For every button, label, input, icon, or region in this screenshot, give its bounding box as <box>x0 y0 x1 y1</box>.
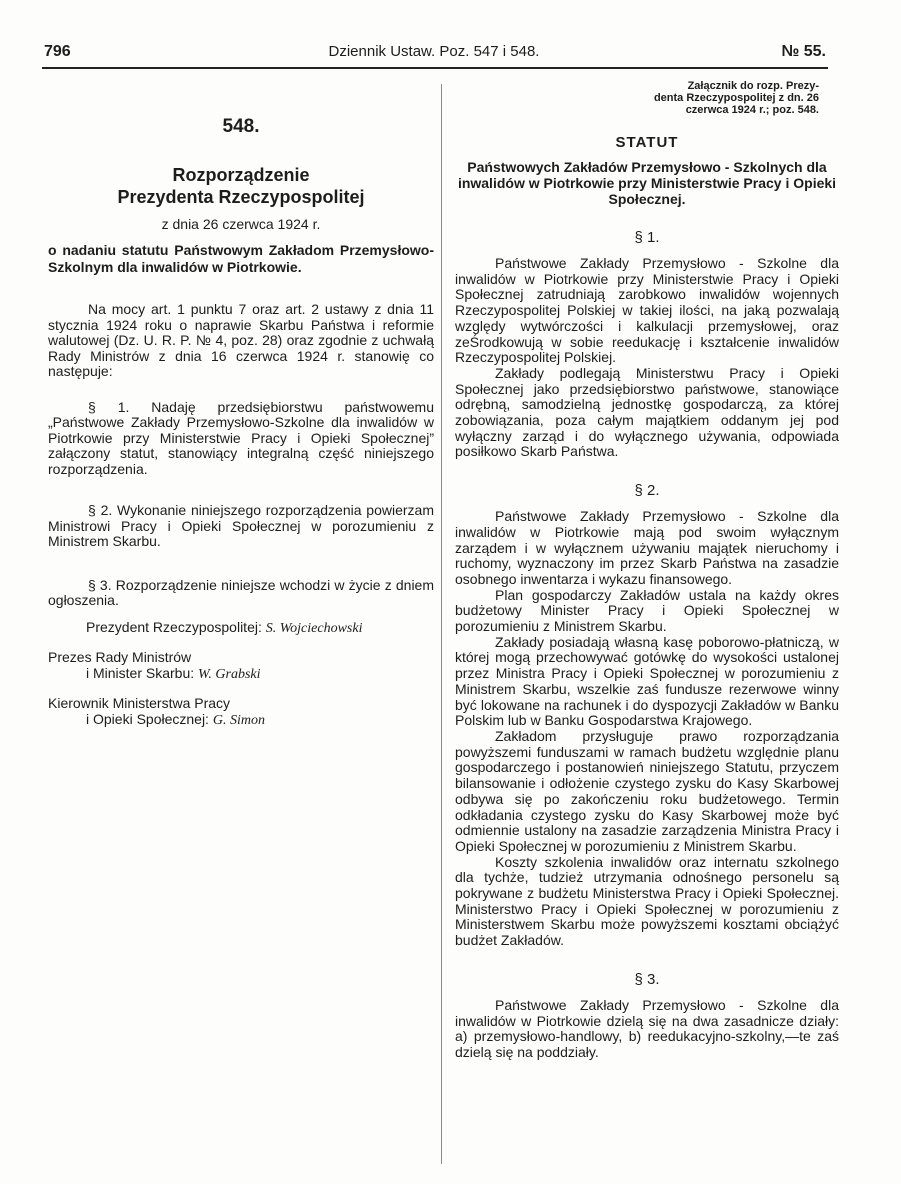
section-1-label: § 1. <box>88 398 130 415</box>
signature-pm-role-line2 <box>48 665 434 683</box>
annex-line1: Załącznik do rozp. Prezy- <box>687 80 819 92</box>
signature-pm-role-line1: Prezes Rady Ministrów <box>48 648 192 665</box>
statute-section-3-heading: § 3. <box>634 970 660 988</box>
left-column <box>48 108 434 729</box>
journal-title: Dziennik Ustaw. Poz. 547 i 548. <box>328 43 540 60</box>
statute-s2-para-c: Zakłady posiadają własną kasę poborowo-płatniczą, w której mogą przechowywać gotówkę do wysokości ustalonej przez Ministra Pracy i Opieki Społecznej w porozumieniu z Ministrem Skarbu, wszelkie zaś fundusze rezerwowe winny być lokowane na rachunek i do dyspozycji Zakładów w Banku Polskim lub w Banku Gospodarstwa Krajowego. <box>455 633 839 729</box>
annex-line2: denta Rzeczypospolitej z dn. 26 <box>653 92 819 104</box>
signature-president-role: Prezydent Rzeczypospolitej: <box>86 618 262 635</box>
section-3-text: Rozporządzenie niniejsze wchodzi w życie z dniem ogłoszenia. <box>48 576 435 608</box>
signature-labour-name: G. Simon <box>212 712 265 728</box>
statute-s1-para-b: Zakłady podlegają Ministerstwu Pracy i Opieki Społecznej jako przedsiębiorstwo państwowe, stanowiące odrębną, samodzielną jednostkę gospodarczą, za której zobowiązania, poza całym majątkiem oddanym jej pod wyłączny zarząd i do wyłącznego używania, odpowiada posiłkowo Skarb Państwa. <box>455 364 839 460</box>
signature-pm-name: W. Grabski <box>198 666 261 682</box>
statute-section-1 <box>455 256 839 460</box>
act-title-line1: Rozporządzenie <box>172 165 310 185</box>
annex-note <box>455 80 839 116</box>
signature-president <box>48 619 434 637</box>
statute-section-3 <box>455 998 839 1061</box>
signature-labour-role-line2 <box>48 711 434 729</box>
statute-subtitle: Państwowych Zakładów Przemysłowo - Szkolnych dla inwalidów w Piotrkowie przy Ministerstwie Pracy i Opieki Społecznej. <box>457 159 837 207</box>
section-2 <box>48 503 434 550</box>
statute-section-2 <box>455 509 839 949</box>
annex-line3: czerwca 1924 r.; poz. 548. <box>685 104 819 116</box>
statute-section-2-heading: § 2. <box>634 482 660 500</box>
page-number: 796 <box>44 43 71 60</box>
running-header <box>40 41 828 65</box>
statute-s2-para-b: Plan gospodarczy Zakładów ustala na każdy okres budżetowy Minister Pracy i Opieki Społecznej w porozumieniu z Ministrem Skarbu. <box>455 586 839 635</box>
statute-s3-para-a: Państwowe Zakłady Przemysłowo - Szkolne dla inwalidów w Piotrkowie dzielą się na dwa zasadnicze działy: a) przemysłowo-handlowy, b) reedukacyjno-szkolny,—te zaś dzielą się na poddziały. <box>455 996 839 1060</box>
signature-labour-minister <box>48 695 434 729</box>
preamble: Na mocy art. 1 punktu 7 oraz art. 2 ustawy z dnia 11 stycznia 1924 roku o naprawie Skarbu Państwa i reformie walutowej (Dz. U. R. P. № 4, poz. 28) oraz zgodnie z uchwałą Rady Ministrów z dnia 16 czerwca 1924 r. stanowię co następuje: <box>48 301 434 379</box>
right-column <box>455 80 839 1061</box>
section-3 <box>48 578 434 609</box>
statute-s1-para-a: Państwowe Zakłady Przemysłowo - Szkolne dla inwalidów w Piotrkowie przy Ministerstwie Pracy i Opieki Społecznej zatrudniają zarobkowo inwalidów wojennych Rzeczypospolitej Polskiej w takiej ilości, na jaką pozwalają względy wytwórczości i kalkulacji przemysłowej, oraz zeŚrodkowują w sobie reedukację i kształcenie inwalidów Rzeczypospolitej Polskiej. <box>455 255 839 366</box>
signature-president-name: S. Wojciechowski <box>265 620 363 636</box>
section-2-text: Wykonanie niniejszego rozporządzenia powierzam Ministrowi Pracy i Opieki Społecznej w porozumieniu z Ministrem Skarbu. <box>48 502 434 549</box>
act-number: 548. <box>222 116 260 137</box>
statute-title: STATUT <box>615 134 679 151</box>
signature-prime-minister <box>48 649 434 683</box>
statute-s2-para-e: Koszty szkolenia inwalidów oraz internatu szkolnego dla tychże, tudzież utrzymania odnośnego personelu są pokrywane z budżetu Ministerstwa Pracy i Opieki Społecznej. Ministerstwo Pracy i Opieki Społecznej w porozumieniu z Ministerstwem Skarbu może powyższemi kosztami obciążyć budżet Zakładów. <box>455 853 839 949</box>
act-date: z dnia 26 czerwca 1924 r. <box>161 216 321 232</box>
section-1-text: Nadaję przedsiębiorstwu państwowemu „Państwowe Zakłady Przemysłowo-Szkolne dla inwalidów w Piotrkowie przy Ministerstwie Pracy i Opieki Społecznej” załączony statut, stanowiący integralną część niniejszego rozporządzenia. <box>48 398 434 477</box>
act-subject: o nadaniu statutu Państwowym Zakładom Przemysłowo-Szkolnym dla inwalidów w Piotrkowie. <box>48 242 434 275</box>
section-2-label: § 2. <box>88 502 113 518</box>
statute-section-1-heading: § 1. <box>634 229 660 246</box>
act-title <box>48 164 434 208</box>
statute-s2-para-a: Państwowe Zakłady Przemysłowo - Szkolne dla inwalidów w Piotrkowie mają pod swoim wyłącznym zarządem i w wyłącznem używaniu majątek nieruchomy i ruchomy, wyznaczony im przez Skarb Państwa na zasadzie osobnego inwentarza i wykazu finansowego. <box>455 508 839 587</box>
section-1 <box>48 400 434 478</box>
signature-labour-role-text: i Opieki Społecznej: <box>86 710 209 727</box>
signature-labour-role-line1: Kierownik Ministerstwa Pracy <box>48 694 231 711</box>
signature-pm-role-text: i Minister Skarbu: <box>86 664 195 681</box>
statute-s2-para-d: Zakładom przysługuje prawo rozporządzania powyższemi funduszami w ramach budżetu względnie planu gospodarczego i postanowień niniejszego Statutu, przyczem bilansowanie i odłożenie czystego zysku do Kasy Skarbowej odbywa się po zakończeniu roku budżetowego. Termin odkładania czystego zysku do Kasy Skarbowej może być odmiennie ustalony na zasadzie zarządzenia Ministra Pracy i Opieki Społecznej w porozumieniu z Ministrem Skarbu. <box>455 727 839 854</box>
section-3-label: § 3. <box>88 576 112 593</box>
column-divider <box>441 84 442 1164</box>
act-title-line2: Prezydenta Rzeczypospolitej <box>117 187 365 207</box>
issue-number: № 55. <box>781 43 826 60</box>
header-rule <box>42 67 828 69</box>
